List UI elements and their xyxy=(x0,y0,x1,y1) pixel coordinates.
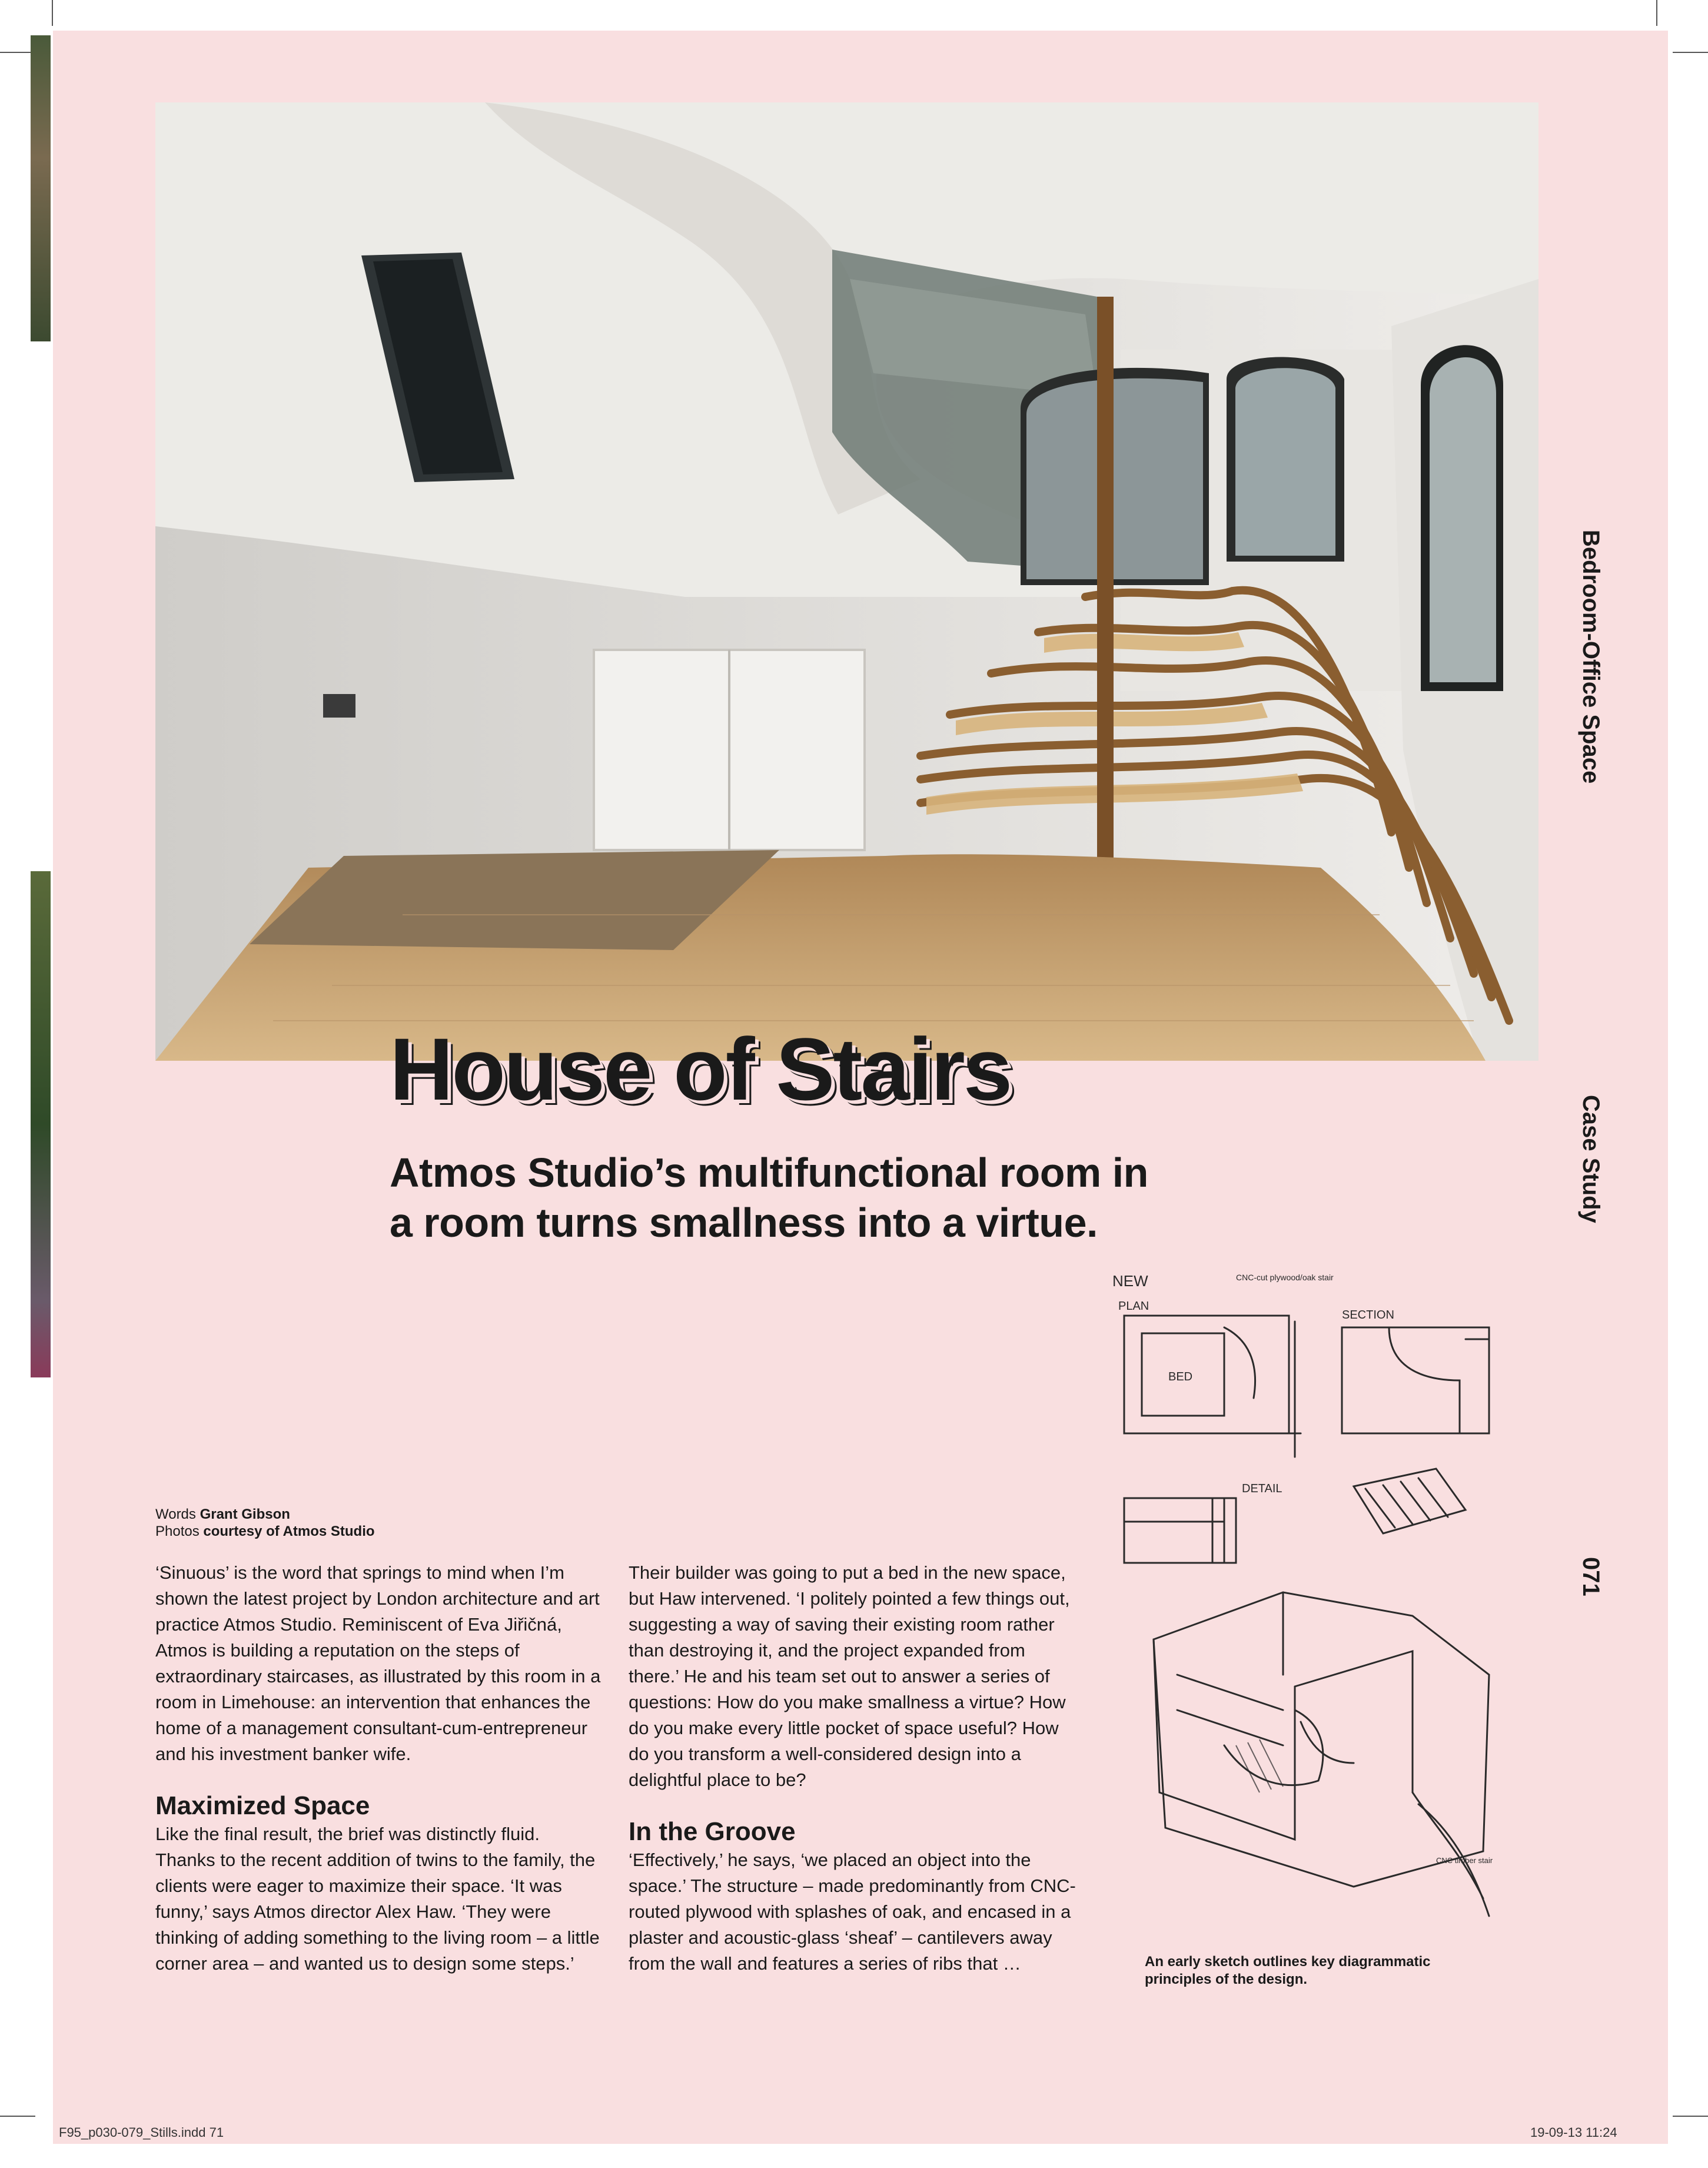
adjacent-page-photo xyxy=(31,35,51,341)
body-column-2 xyxy=(629,1560,1076,1977)
photo-credit-name: courtesy of Atmos Studio xyxy=(203,1523,375,1540)
body-column-1 xyxy=(155,1560,603,1977)
print-slug-file: F95_p030-079_Stills.indd 71 xyxy=(59,2125,224,2140)
sketch-label-new: NEW xyxy=(1112,1272,1148,1290)
crop-mark xyxy=(0,2116,35,2117)
column-2-intro: Their builder was going to put a bed in the new space, but Haw intervened. ‘I politely pointed a few things out, suggesting a way of saving their existing room rather than destroying it, and the project expanded from there.’ He and his team set out to answer a series of questions: How do you make smallness a virtue? How do you make every little pocket of space useful? How do you transform a well-considered design into a delightful place to be? xyxy=(629,1562,1070,1790)
column-1-intro: ‘Sinuous’ is the word that springs to mind when I’m shown the latest project by London architecture and art practice Atmos Studio. Reminiscent of Eva Jiřičná, Atmos is building a reputation on the steps of extraordinary staircases, as illustrated by this room in a room in Limehouse: an intervention that enhances the home of a management consultant-cum-entrepreneur and his investment banker wife. xyxy=(155,1562,601,1764)
sketch-label-timber-stair: CNC timber stair xyxy=(1436,1856,1493,1865)
heading-maximized-space: Maximized Space xyxy=(155,1791,370,1820)
column-1-body: Like the final result, the brief was distinctly fluid. Thanks to the recent addition of twins to the family, the clients were eager to maximize their space. ‘It was funny,’ says Atmos director Alex Haw. ‘They were thinking of adding something to the living room – a little corner area – and wanted us to design some steps.’ xyxy=(155,1824,600,1974)
words-prefix: Words xyxy=(155,1506,196,1522)
section-label: Bedroom-Office Space xyxy=(1578,530,1604,784)
adjacent-page-photo xyxy=(31,871,51,1377)
category-label: Case Study xyxy=(1578,1095,1604,1223)
page-number: 071 xyxy=(1578,1557,1604,1596)
article-credits xyxy=(155,1506,375,1540)
sketch-label-bed: BED xyxy=(1168,1370,1193,1383)
sketch-label-cnc: CNC-cut plywood/oak stair xyxy=(1236,1273,1334,1282)
crop-mark xyxy=(1673,2116,1708,2117)
author-name: Grant Gibson xyxy=(200,1506,290,1522)
article-subtitle: Atmos Studio’s multifunctional room in a room turns smallness into a virtue. xyxy=(390,1150,1148,1246)
sketch-label-plan: PLAN xyxy=(1118,1300,1149,1313)
heading-in-the-groove: In the Groove xyxy=(629,1817,796,1846)
words-credit xyxy=(155,1506,375,1523)
crop-mark xyxy=(1673,52,1708,53)
article-title: House of Stairs xyxy=(390,1020,1011,1118)
architectural-sketch xyxy=(1106,1263,1513,1940)
photos-credit xyxy=(155,1523,375,1540)
crop-mark xyxy=(52,0,53,26)
print-slug-date: 19-09-13 11:24 xyxy=(1530,2125,1617,2140)
column-2-body: ‘Effectively,’ he says, ‘we placed an object into the space.’ The structure – made predominantly from CNC-routed plywood with splashes of oak, and encased in a plaster and acoustic-glass ‘sheaf’ – cantilevers away from the wall and features a series of ribs that … xyxy=(629,1850,1076,1974)
sketch-label-detail: DETAIL xyxy=(1242,1482,1282,1495)
sketch-caption: An early sketch outlines key diagrammatic principles of the design. xyxy=(1145,1954,1431,1987)
crop-mark xyxy=(1656,0,1657,26)
photos-prefix: Photos xyxy=(155,1523,200,1540)
staircase-photo xyxy=(155,102,1538,1061)
sketch-label-section: SECTION xyxy=(1342,1309,1394,1322)
crop-mark xyxy=(0,52,35,53)
